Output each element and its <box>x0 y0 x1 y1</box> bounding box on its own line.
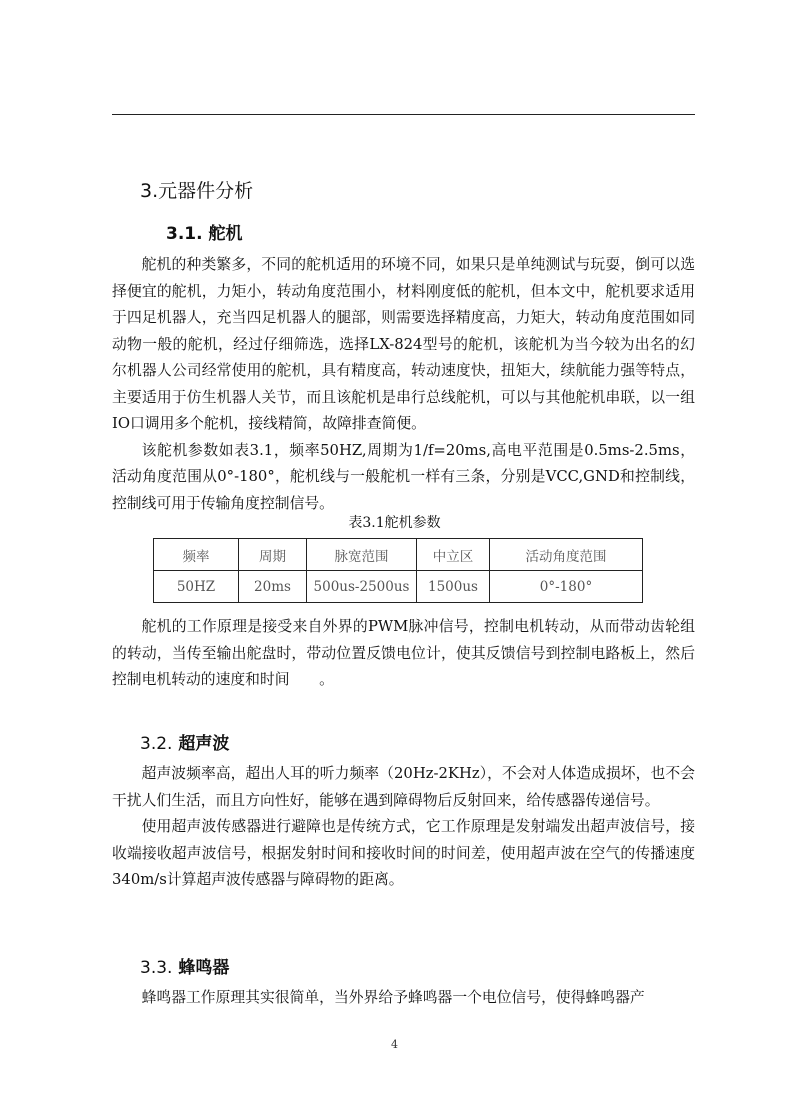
section-title: 3.元器件分析 <box>140 180 254 202</box>
table-cell: 50HZ <box>154 571 239 603</box>
table-header-cell: 频率 <box>154 539 239 571</box>
servo-paragraph-2: 该舵机参数如表3.1，频率50HZ,周期为1/f=20ms,高电平范围是0.5ms-2.5ms，活动角度范围从0°-180°，舵机线与一般舵机一样有三条，分别是VCC,GND和控制线，控制线可用于传输角度控制信号。 <box>112 441 695 512</box>
header-rule <box>112 114 695 115</box>
ultrasonic-paragraph-1: 超声波频率高，超出人耳的听力频率（20Hz-2KHz），不会对人体造成损坏，也不会干扰人们生活，而且方向性好，能够在遇到障碍物后反射回来，给传感器传递信号。 <box>112 765 695 809</box>
page-number: 4 <box>391 1038 398 1051</box>
subsection-text: 蜂鸣器 <box>178 958 230 978</box>
table-header-row <box>154 539 643 571</box>
table-cell: 1500us <box>417 571 490 603</box>
servo-params-table <box>153 538 643 603</box>
buzzer-paragraph-1: 蜂鸣器工作原理其实很简单，当外界给予蜂鸣器一个电位信号，使得蜂鸣器产 <box>141 989 645 1006</box>
subsection-title-3-2 <box>140 729 229 754</box>
servo-paragraph-1: 舵机的种类繁多，不同的舵机适用的环境不同，如果只是单纯测试与玩耍，倒可以选择便宜的舵机，力矩小，转动角度范围小，材料刚度低的舵机，但本文中，舵机要求适用于四足机器人，充当四足机器人的腿部，则需要选择精度高，力矩大，转动角度范围如同动物一般的舵机，经过仔细筛选，选择LX-824型号的舵机，该舵机为当今较为出名的幻尔机器人公司经常使用的舵机，具有精度高，转动速度快，扭矩大，续航能力强等特点，主要适用于仿生机器人关节，而且该舵机是串行总线舵机，可以与其他舵机串联，以一组IO口调用多个舵机，接线精简，故障排查简便。 <box>112 256 695 432</box>
subsection-number: 3.3. <box>140 958 173 978</box>
servo-principle <box>112 614 695 694</box>
subsection-title-3-3 <box>140 953 229 978</box>
subsection-text: 超声波 <box>178 734 230 754</box>
table-header-cell: 活动角度范围 <box>490 539 643 571</box>
table-header-cell: 脉宽范围 <box>307 539 417 571</box>
table-cell: 500us-2500us <box>307 571 417 603</box>
servo-paragraphs <box>112 252 695 517</box>
ultrasonic-paragraph-2: 使用超声波传感器进行避障也是传统方式，它工作原理是发射端发出超声波信号，接收端接收超声波信号，根据发射时间和接收时间的时间差，使用超声波在空气的传播速度340m/s计算超声波传感器与障碍物的距离。 <box>112 818 695 888</box>
table-cell: 0°-180° <box>490 571 643 603</box>
ultrasonic-paragraphs <box>112 761 695 894</box>
servo-paragraph-3: 舵机的工作原理是接受来自外界的PWM脉冲信号，控制电机转动，从而带动齿轮组的转动，当传至输出舵盘时，带动位置反馈电位计，使其反馈信号到控制电路板上，然后控制电机转动的速度和时间 。 <box>112 618 695 688</box>
table-header-cell: 中立区 <box>417 539 490 571</box>
table-row <box>154 571 643 603</box>
buzzer-paragraph <box>112 985 695 1012</box>
table-cell: 20ms <box>239 571 307 603</box>
subsection-title-3-1: 3.1. 舵机 <box>166 224 243 244</box>
subsection-number: 3.2. <box>140 734 173 754</box>
table-header-cell: 周期 <box>239 539 307 571</box>
table-caption: 表3.1舵机参数 <box>348 515 441 531</box>
